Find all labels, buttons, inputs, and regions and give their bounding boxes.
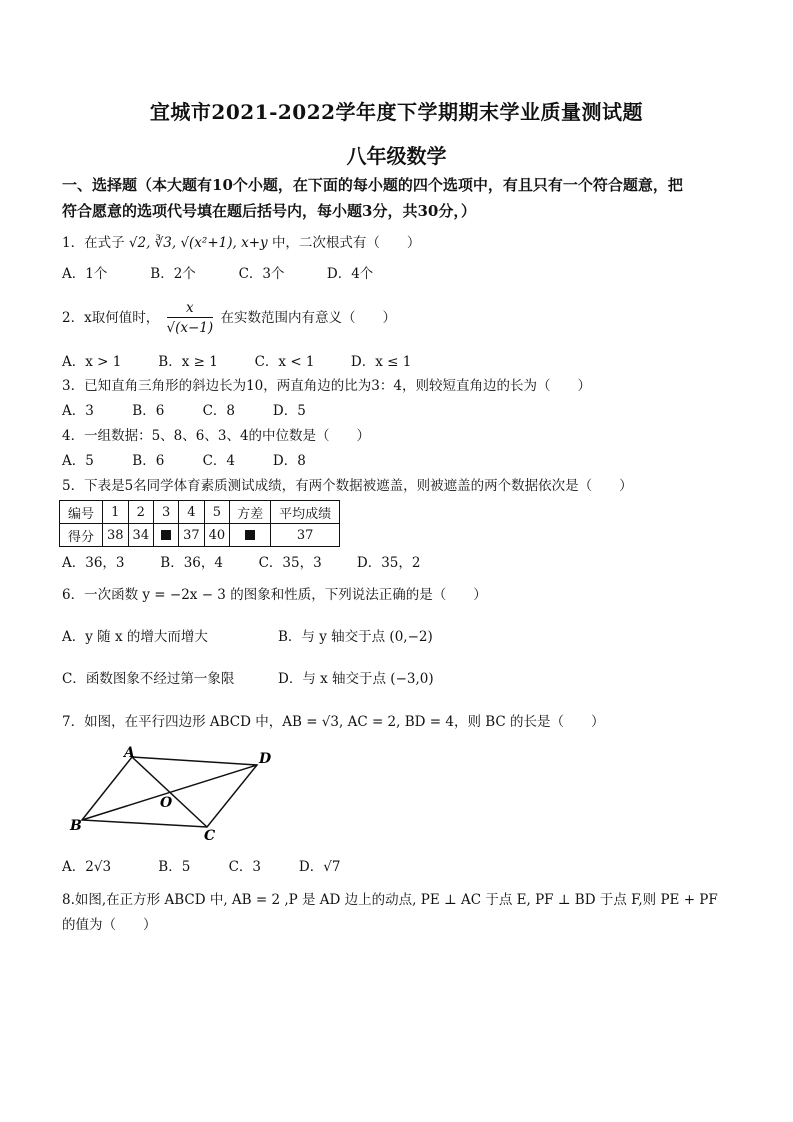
parallelogram-figure [62, 745, 282, 840]
q7-option-d: D．√7 [298, 859, 341, 875]
cover-block [161, 530, 171, 540]
exam-title: 宜城市2021-2022学年度下学期期末学业质量测试题 [149, 100, 644, 124]
table-header-cell: 平均成绩 [271, 501, 340, 524]
q1-option-d: D．4个 [326, 266, 374, 282]
q2-fraction [167, 299, 214, 338]
q5-option-a: A．36，3 [62, 555, 125, 571]
q1-option-c: C．3个 [238, 266, 285, 282]
q3-options [62, 401, 306, 421]
question-5: 5．下表是5名同学体育素质测试成绩，有两个数据被遮盖，则被遮盖的两个数据依次是（ ） [62, 478, 633, 494]
q2-suffix: 在实数范围内有意义（ ） [220, 310, 396, 326]
table-cell: 40 [204, 524, 230, 547]
q2-option-c: C．x < 1 [254, 354, 315, 370]
q7-option-c: C．3 [228, 859, 262, 875]
q3-option-d: D．5 [272, 403, 306, 419]
q2-option-d: D．x ≤ 1 [350, 354, 412, 370]
diagonal-bd [82, 765, 257, 820]
label-a: A [124, 745, 135, 761]
q2-denominator: √(x−1) [166, 320, 214, 336]
q2-numerator: x [167, 299, 214, 318]
q1-option-b: B．2个 [150, 266, 196, 282]
table-cell: 34 [128, 524, 154, 547]
table-header-cell: 1 [103, 501, 129, 524]
q5-options [62, 553, 420, 573]
q3-option-a: A．3 [62, 403, 94, 419]
q3-option-b: B．6 [132, 403, 165, 419]
q3-option-c: C．8 [202, 403, 236, 419]
q6-option-a: A．y 随 x 的增大而增大 [62, 629, 208, 645]
table-cell: 得分 [60, 524, 103, 547]
q5-option-d: D．35，2 [356, 555, 421, 571]
q6-option-c: C．函数图象不经过第一象限 [62, 671, 235, 687]
question-1 [62, 233, 420, 253]
q4-option-c: C．4 [202, 453, 236, 469]
table-cell: 38 [103, 524, 129, 547]
question-7: 7．如图，在平行四边形 ABCD 中，AB = √3, AC = 2, BD = 4，则 BC 的长是（ ） [62, 714, 605, 730]
q2-options [62, 352, 411, 372]
table-header-cell: 4 [179, 501, 205, 524]
table-header-cell: 5 [204, 501, 230, 524]
score-table [59, 500, 340, 547]
label-c: C [204, 828, 216, 840]
label-b: B [70, 818, 82, 834]
q2-option-b: B．x ≥ 1 [158, 354, 218, 370]
q1-options [62, 264, 373, 284]
table-cell-hidden [230, 524, 271, 547]
q7-option-a: A．2√3 [62, 859, 112, 875]
q2-option-a: A．x > 1 [62, 354, 122, 370]
q6-option-b: B．与 y 轴交于点 (0,−2) [278, 629, 433, 645]
q5-option-c: C．35，3 [258, 555, 322, 571]
table-header-cell: 方差 [230, 501, 271, 524]
q1-option-a: A．1个 [62, 266, 108, 282]
table-header-cell: 3 [154, 501, 179, 524]
question-8-line2: 的值为（ ） [62, 917, 157, 933]
question-2 [62, 298, 396, 338]
q1-suffix: 中，二次根式有（ ） [271, 235, 421, 251]
question-6: 6．一次函数 y = −2x − 3 的图象和性质，下列说法正确的是（ ） [62, 587, 487, 603]
q4-option-a: A．5 [62, 453, 94, 469]
table-row [60, 524, 340, 547]
q4-options [62, 451, 306, 471]
question-3: 3．已知直角三角形的斜边长为10，两直角边的比为3：4，则较短直角边的长为（ ） [62, 378, 591, 394]
table-cell: 37 [179, 524, 205, 547]
q7-option-b: B．5 [158, 859, 191, 875]
table-cell-hidden [154, 524, 179, 547]
q7-options [62, 857, 340, 877]
table-row [60, 501, 340, 524]
label-d: D [259, 751, 272, 767]
q1-prefix: 1．在式子 [62, 235, 125, 251]
section-instructions-line2: 符合愿意的选项代号填在题后括号内，每小题3分，共30分，） [62, 202, 476, 220]
question-4: 4．一组数据：5、8、6、3、4的中位数是（ ） [62, 428, 371, 444]
table-header-cell: 2 [128, 501, 154, 524]
cover-block [245, 530, 255, 540]
q6-option-d: D．与 x 轴交于点 (−3,0) [278, 671, 434, 687]
section-instructions-line1: 一、选择题（本大题有10个小题，在下面的每小题的四个选项中，有且只有一个符合题意，把 [62, 176, 683, 194]
q4-option-d: D．8 [272, 453, 306, 469]
label-o: O [160, 795, 173, 811]
table-header-cell: 编号 [60, 501, 103, 524]
question-8-line1: 8.如图,在正方形 ABCD 中, AB = 2 ,P 是 AD 边上的动点, PE ⊥ AC 于点 E, PF ⊥ BD 于点 F,则 PE + PF [62, 892, 718, 908]
q2-prefix: 2．x取何值时， [62, 310, 160, 326]
table-cell: 37 [271, 524, 340, 547]
q1-expression: √2, ∛3, √(x²+1), x+y [128, 235, 268, 251]
exam-subtitle: 八年级数学 [346, 144, 447, 168]
q4-option-b: B．6 [132, 453, 165, 469]
q5-option-b: B．36，4 [160, 555, 223, 571]
